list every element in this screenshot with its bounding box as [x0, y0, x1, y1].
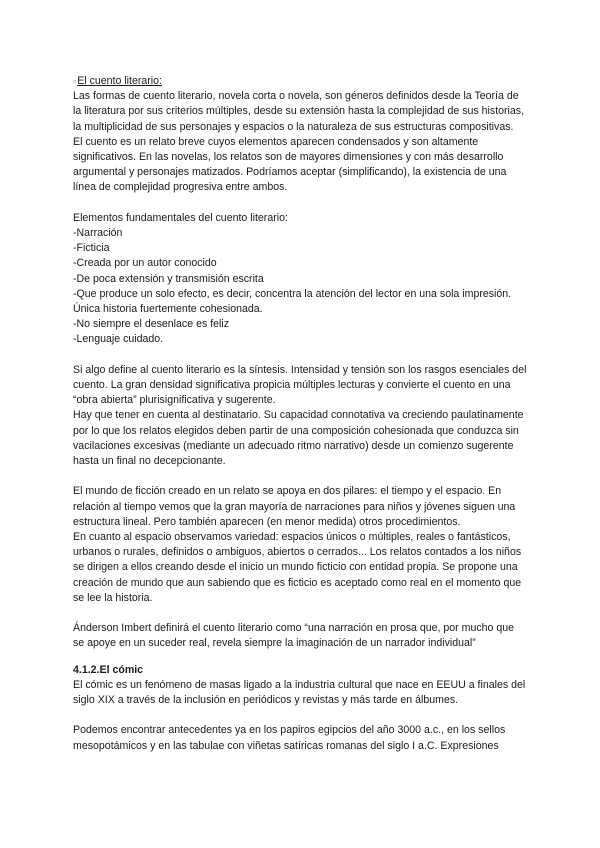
- paragraph-gap: [73, 652, 528, 663]
- paragraph-gap: [73, 348, 528, 363]
- comic-intro-paragraph: El cómic es un fenómeno de masas ligado a la industria cultural que nace en EEUU a finales del siglo XIX a través de la inclusión en periódicos y revistas y más tarde en álbumes.: [73, 678, 526, 707]
- elements-heading: Elementos fundamentales del cuento literario:: [73, 211, 288, 224]
- fiction-world-paragraph-2: En cuanto al espacio observamos variedad: espacios únicos o múltiples, reales o fantásticos, urbanos o rurales, definidos o ambiguos, abiertos o cerrados... Los relatos contados a los niños se dirigen a ellos creando desde el inicio un mundo ficticio con entidad propia. Se propone una creación de mundo que aun sabiendo que es ficticio es aceptado como real en el momento que se lee la historia.: [73, 531, 522, 604]
- list-item: -Que produce un solo efecto, es decir, concentra la atención del lector en una sola impresión. Única historia fuertemente cohesionada.: [73, 287, 512, 316]
- synthesis-paragraph-2: Hay que tener en cuenta al destinatario. Su capacidad connotativa va creciendo paulatinamente por lo que los relatos elegidos deben partir de una composición cohesionada que conduzca sin vacilaciones excesivas (mediante un adecuado ritmo narrativo) desde un comienzo sugerente hasta un final no decepcionante.: [73, 409, 524, 468]
- fiction-world-paragraph-1: El mundo de ficción creado en un relato se apoya en dos pilares: el tiempo y el espacio. En relación al tiempo vemos que la gran mayoría de narraciones para niños y jóvenes siguen una estructura lineal. Pero también aparecen (en menor medida) otros procedimientos.: [73, 485, 516, 528]
- list-item: -Creada por un autor conocido: [73, 257, 217, 270]
- imbert-quote-paragraph: Ánderson Imbert definirá el cuento literario como “una narración en prosa que, por mucho que se apoye en un suceder real, revela siempre la imaginación de un narrador individual”: [73, 622, 515, 650]
- bullet-icon: ▫: [73, 76, 77, 86]
- paragraph-gap: [73, 708, 528, 723]
- intro-paragraph-1: Las formas de cuento literario, novela corta o novela, son géneros definidos desde la Teoría de la literatura por sus criterios múltiples, desde su extensión hasta la complejidad de sus historias, la multiplicidad de sus personajes y espacios o la naturaleza de sus estructuras compositivas.: [73, 90, 525, 133]
- comic-antecedents-paragraph: Podemos encontrar antecedentes ya en los papiros egipcios del año 3000 a.c., en los sellos mesopotámicos y en las tabulae con viñetas satíricas romanas del siglo I a.C. Expresiones: [73, 724, 506, 752]
- list-item: -De poca extensión y transmisión escrita: [73, 272, 264, 285]
- section-title-line: [73, 74, 528, 89]
- list-item: -Narración: [73, 227, 123, 240]
- comic-heading: 4.1.2.El cómic: [73, 663, 144, 676]
- list-item: -Lenguaje cuidado.: [73, 333, 164, 346]
- synthesis-paragraph-1: Si algo define al cuento literario es la síntesis. Intensidad y tensión son los rasgos esenciales del cuento. La gran densidad significativa propicia múltiples lecturas y convierte el cuento en una “obra abierta” plurisignificativa y sugerente.: [73, 363, 527, 407]
- paragraph-gap: [73, 196, 528, 211]
- paragraph-gap: [73, 606, 528, 621]
- elements-list: [73, 226, 528, 348]
- list-item: -No siempre el desenlace es feliz: [73, 318, 230, 331]
- section-title: El cuento literario:: [77, 75, 162, 87]
- page-content: [73, 74, 528, 754]
- intro-paragraph-2: El cuento es un relato breve cuyos elementos aparecen condensados y son altamente significativos. En las novelas, los relatos son de mayores dimensiones y con más desarrollo argumental y personajes matizados. Podríamos aceptar (simplificando), la existencia de una línea de complejidad progresiva entre ambos.: [73, 135, 507, 194]
- list-item: -Ficticia: [73, 242, 110, 255]
- paragraph-gap: [73, 469, 528, 484]
